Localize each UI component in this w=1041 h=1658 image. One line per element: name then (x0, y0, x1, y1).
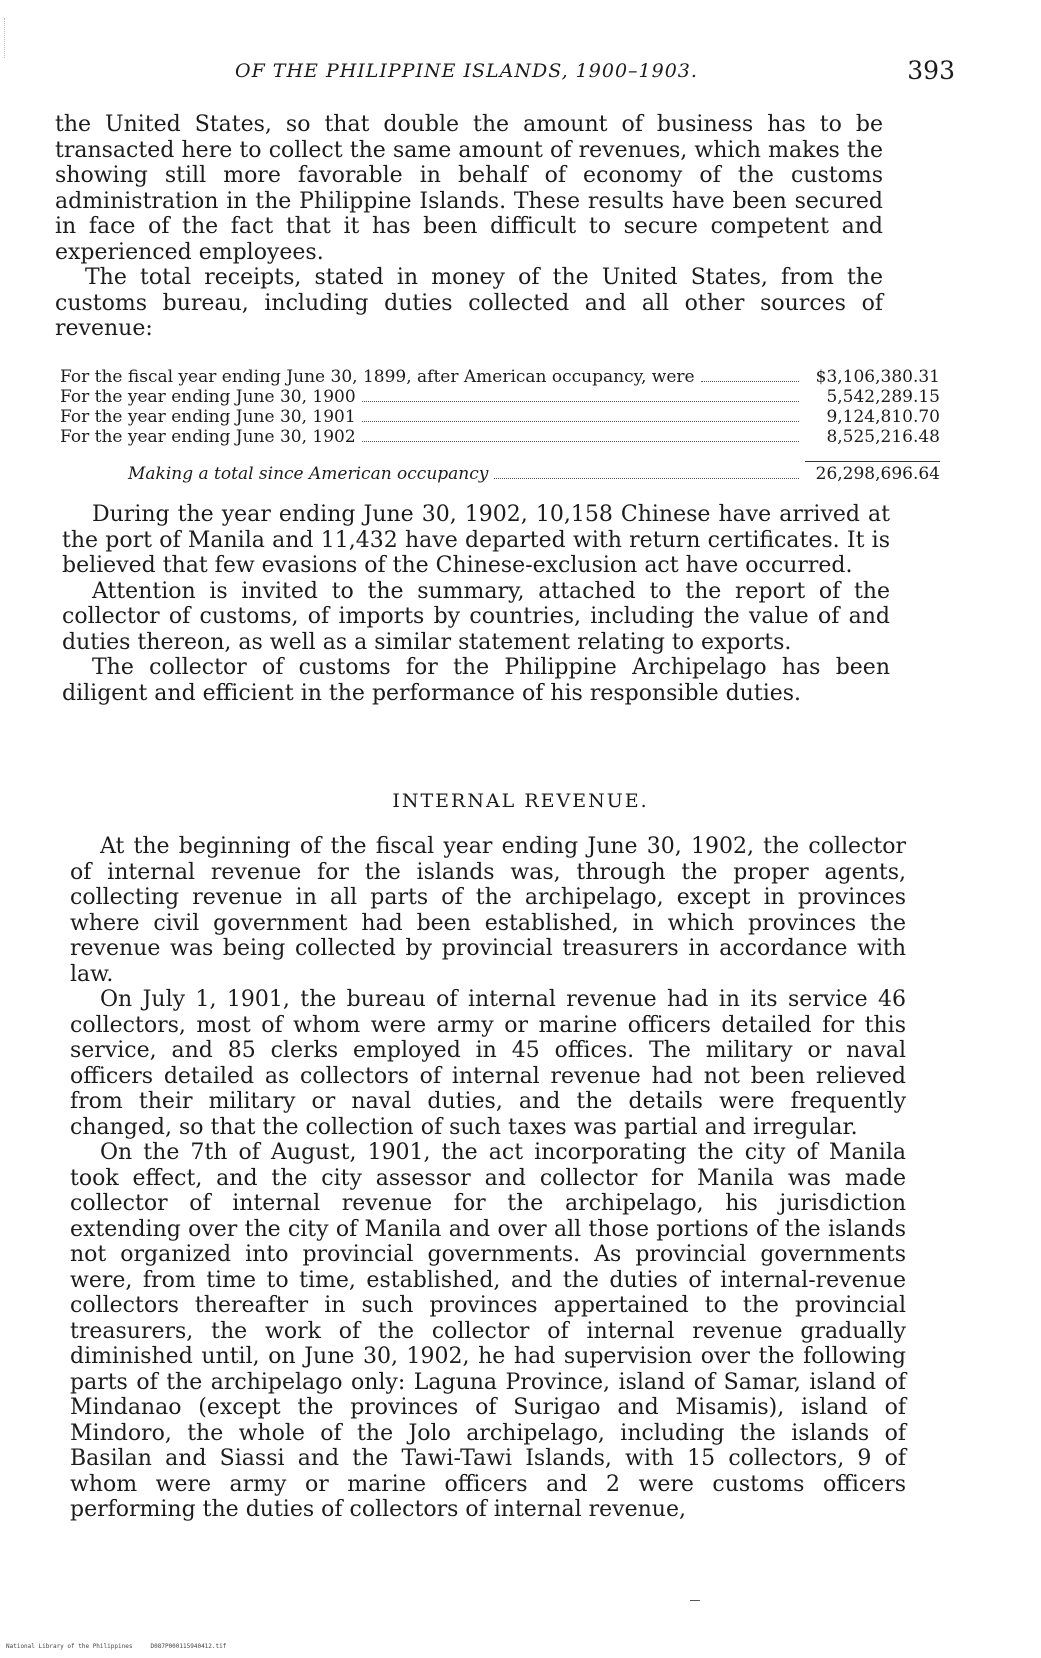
customs-paragraphs (62, 502, 890, 706)
manila-act-paragraph: On the 7th of August, 1901, the act incorporating the city of Manila took effect, and the city assessor and collector for Manila was made collector of internal revenue for the archipelago, his jurisdiction extending over the city of Manila and over all those portions of the islands not organized into provincial governments. As provincial governments were, from time to time, established, and the duties of internal-revenue collectors thereafter in such provinces appertained to the provincial treasurers, the work of the collector of internal revenue gradually diminished until, on June 30, 1902, he had supervision over the following parts of the archipelago only: Laguna Province, island of Samar, island of Mindanao (except the provinces of Surigao and Misamis), island of Mindoro, the whole of the Jolo archipelago, including the islands of Basilan and Siassi and the Tawi-Tawi Islands, with 15 collectors, 9 of whom were army or marine officers and 2 were customs officers performing the duties of collectors of internal revenue, (70, 1140, 906, 1522)
footer-file-id: D087P000115940412.tif (150, 1643, 227, 1650)
collector-paragraph: The collector of customs for the Philippine Archipelago has been diligent and efficient in the performance of his responsible duties. (62, 655, 890, 706)
scan-tick-mark (690, 1600, 700, 1601)
receipts-table (60, 367, 940, 484)
receipt-row (60, 367, 940, 387)
chinese-arrivals-paragraph: During the year ending June 30, 1902, 10,158 Chinese have arrived at the port of Manila and 11,432 have departed with return certificates. It is believed that few evasions of the Chinese-exclusion act have occurred. (62, 502, 890, 578)
running-title: OF THE PHILIPPINE ISLANDS, 1900–1903. (235, 60, 698, 82)
receipts-intro: The total receipts, stated in money of the United States, from the customs bureau, including duties collected and all other sources of revenue: (55, 265, 883, 341)
scan-edge-mark (4, 18, 35, 58)
receipt-label: For the year ending June 30, 1900 (60, 387, 356, 407)
receipts-total-row (60, 461, 940, 484)
running-header (235, 56, 955, 85)
receipt-label: For the year ending June 30, 1902 (60, 427, 356, 447)
internal-revenue-paragraphs (70, 834, 906, 1523)
intro-paragraph-block (55, 112, 883, 342)
receipts-total-label: Making a total since American occupancy (128, 464, 489, 484)
receipt-amount: 5,542,289.15 (826, 387, 940, 407)
receipt-amount: 8,525,216.48 (826, 427, 940, 447)
receipt-row (60, 387, 940, 407)
section-heading: INTERNAL REVENUE. (392, 790, 649, 812)
receipt-label: For the fiscal year ending June 30, 1899, after American occupancy, were (60, 367, 695, 387)
leader-dots (494, 478, 799, 479)
leader-dots (362, 401, 799, 402)
leader-dots (701, 381, 799, 382)
scan-footer (6, 1643, 226, 1650)
leader-dots (362, 441, 799, 442)
page-number: 393 (907, 56, 955, 85)
footer-source: National Library of the Philippines (6, 1643, 133, 1650)
intro-paragraph: the United States, so that double the amount of business has to be transacted here to collect the same amount of revenues, which makes the showing still more favorable in behalf of economy of the customs administration in the Philippine Islands. These results have been secured in face of the fact that it has been difficult to secure competent and experienced employees. (55, 112, 883, 265)
receipts-total-amount: 26,298,696.64 (805, 461, 940, 484)
leader-dots (362, 421, 799, 422)
bureau-staff-paragraph: On July 1, 1901, the bureau of internal revenue had in its service 46 collectors, most of whom were army or marine officers detailed for this service, and 85 clerks employed in 45 offices. The military or naval officers detailed as collectors of internal revenue had not been relieved from their military or naval duties, and the details were frequently changed, so that the collection of such taxes was partial and irregular. (70, 987, 906, 1140)
receipt-label: For the year ending June 30, 1901 (60, 407, 356, 427)
receipt-row (60, 427, 940, 447)
fiscal-year-paragraph: At the beginning of the fiscal year ending June 30, 1902, the collector of internal revenue for the islands was, through the proper agents, collecting revenue in all parts of the archipelago, except in provinces where civil government had been established, in which provinces the revenue was being collected by provincial treasurers in accordance with law. (70, 834, 906, 987)
receipt-amount: $3,106,380.31 (815, 367, 940, 387)
summary-paragraph: Attention is invited to the summary, attached to the report of the collector of customs, of imports by countries, including the value of and duties thereon, as well as a similar statement relating to exports. (62, 578, 890, 655)
receipt-amount: 9,124,810.70 (826, 407, 940, 427)
receipt-row (60, 407, 940, 427)
